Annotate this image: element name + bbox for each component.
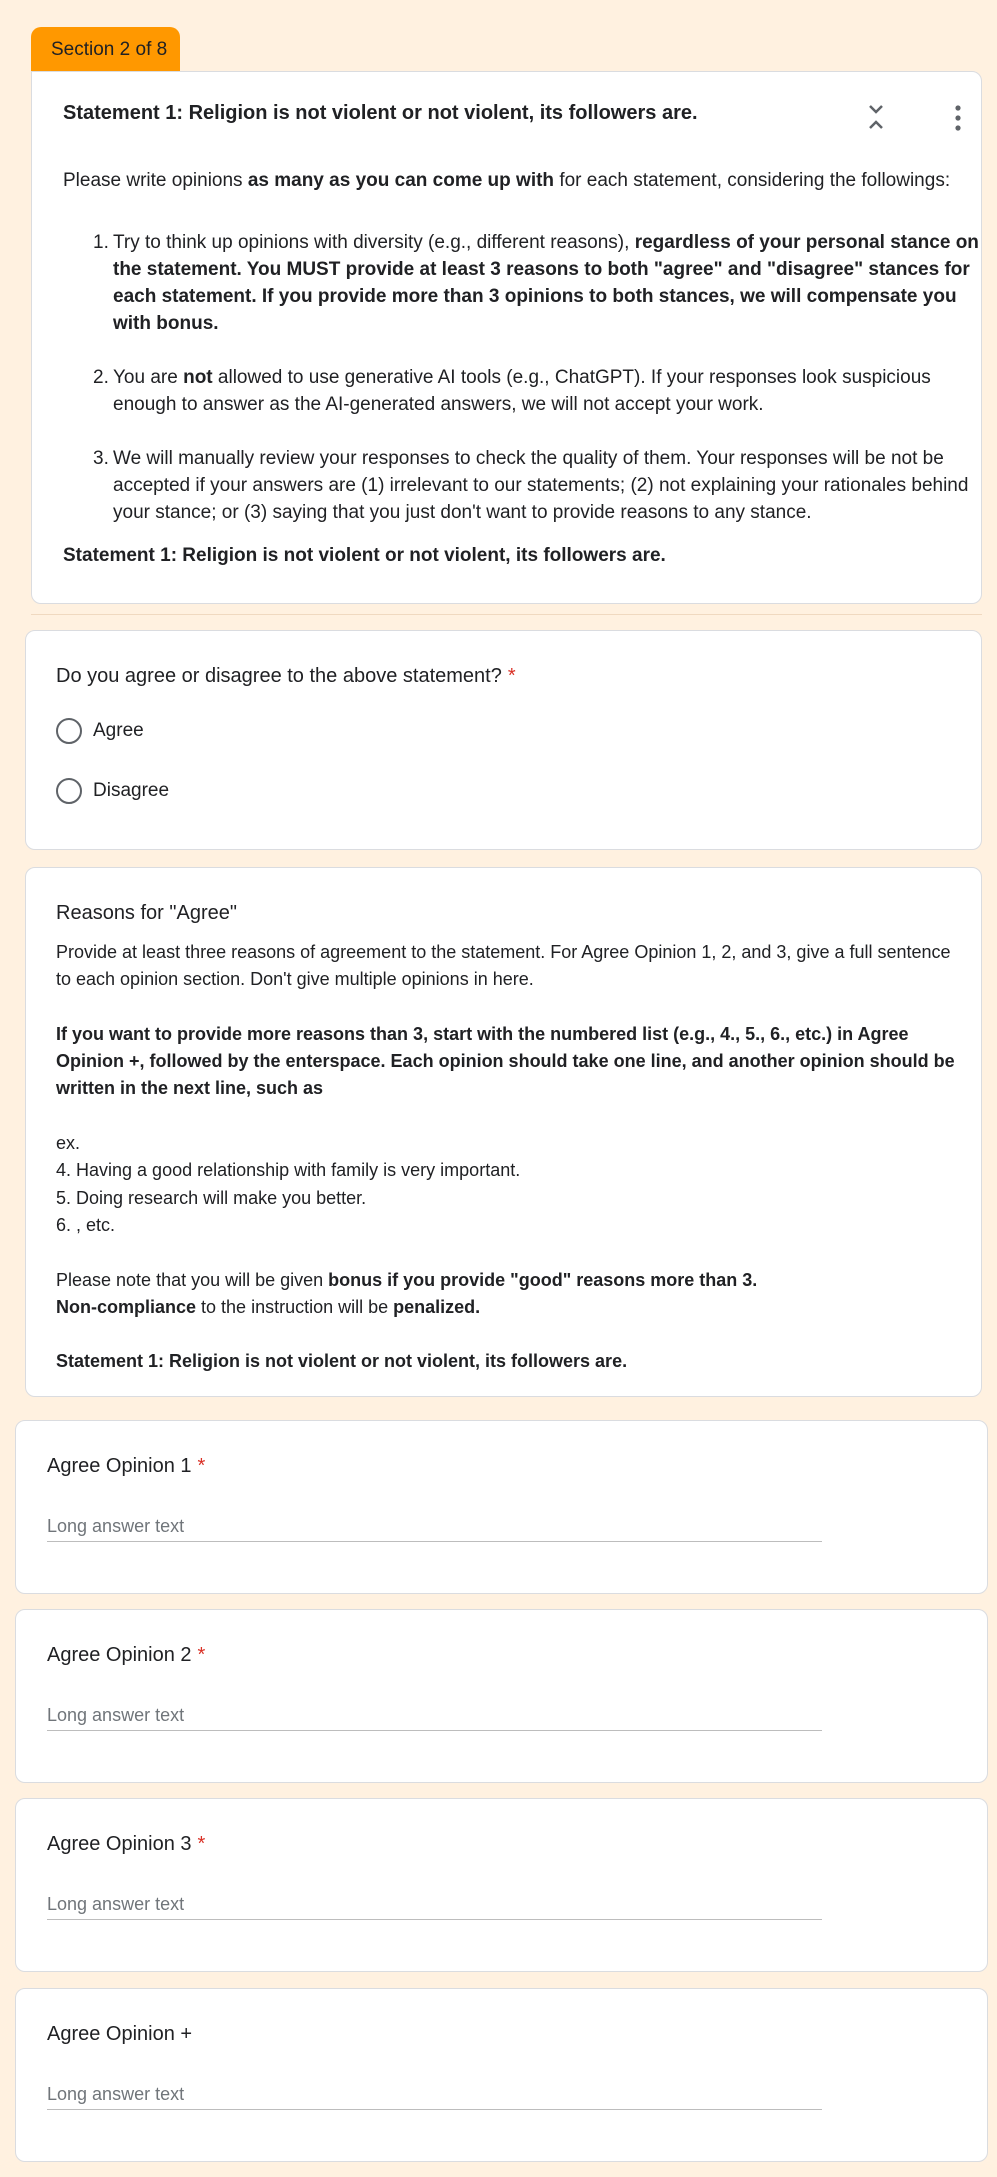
question-title: Agree Opinion 1 *	[47, 1455, 206, 1477]
reasons-instructions: Provide at least three reasons of agreement to the statement. For Agree Opinion 1, 2, and 3, give a full sentence to each opinion section. Don't give multiple opinions in here. If you want to provide more reasons than 3, start with the numbered list (e.g., 4., 5., 6., etc.) in Agree Opinion +, followed by the enterspace. Each opinion should take one line, and another opinion should be written in the next line, such as ex. 4. Having a good relationship with family is very important. 5. Doing research will make you better. 6. , etc. Please note that you will be given bonus if you provide "good" reasons more than 3. Non-compliance to the instruction will be penalized. Statement 1: Religion is not violent or not violent, its followers are.	[56, 939, 956, 1376]
radio-button[interactable]	[56, 778, 82, 804]
reasons-title: Reasons for "Agree"	[56, 902, 237, 924]
radio-option-agree[interactable]: Agree	[56, 718, 144, 744]
instructions-intro: Please write opinions as many as you can come up with for each statement, considering the followings:	[63, 170, 951, 191]
instruction-item: 1. Try to think up opinions with diversity (e.g., different reasons), regardless of your personal stance on the statement. You MUST provide at least 3 reasons to both "agree" and "disagree" stances for each statement. If you provide more than 3 opinions to both stances, we will compensate you with bonus.	[93, 232, 979, 334]
agree-opinion-2-input[interactable]	[47, 1701, 822, 1731]
question-title: Do you agree or disagree to the above statement? *	[56, 665, 516, 687]
instruction-item: 2. You are not allowed to use generative AI tools (e.g., ChatGPT). If your responses look suspicious enough to answer as the AI-generated answers, we will not accept your work.	[93, 367, 931, 415]
required-marker: *	[197, 1455, 206, 1477]
required-marker: *	[197, 1833, 206, 1855]
section-header-card	[31, 71, 982, 604]
stance-question-card	[25, 630, 982, 850]
instructions-list	[93, 229, 983, 553]
instruction-item: 3. We will manually review your responses to check the quality of them. Your responses will be not be accepted if your answers are (1) irrelevant to our statements; (2) not explaining your rationales behind your stance; or (3) saying that you just don't want to provide reasons to any stance.	[93, 448, 969, 523]
agree-opinion-1-input[interactable]	[47, 1512, 822, 1542]
question-title: Agree Opinion 3 *	[47, 1833, 206, 1855]
agree-opinion-plus-card	[15, 1988, 988, 2162]
question-title: Agree Opinion 2 *	[47, 1644, 206, 1666]
section-indicator: Section 2 of 8	[31, 27, 180, 73]
radio-button[interactable]	[56, 718, 82, 744]
statement-reminder: Statement 1: Religion is not violent or not violent, its followers are.	[56, 1351, 628, 1372]
agree-opinion-plus-input[interactable]	[47, 2080, 822, 2110]
radio-option-disagree[interactable]: Disagree	[56, 778, 169, 804]
section-title: Statement 1: Religion is not violent or not violent, its followers are.	[63, 102, 698, 124]
reasons-description-card	[25, 867, 982, 1397]
agree-opinion-2-card	[15, 1609, 988, 1783]
required-marker: *	[197, 1644, 206, 1666]
statement-reminder: Statement 1: Religion is not violent or not violent, its followers are.	[63, 545, 666, 566]
agree-opinion-3-input[interactable]	[47, 1890, 822, 1920]
agree-opinion-1-card	[15, 1420, 988, 1594]
more-options-icon[interactable]	[952, 104, 964, 132]
section-divider	[31, 614, 982, 615]
required-marker: *	[507, 665, 516, 687]
agree-opinion-3-card	[15, 1798, 988, 1972]
collapse-section-icon[interactable]	[863, 102, 889, 132]
question-title: Agree Opinion +	[47, 2023, 193, 2045]
